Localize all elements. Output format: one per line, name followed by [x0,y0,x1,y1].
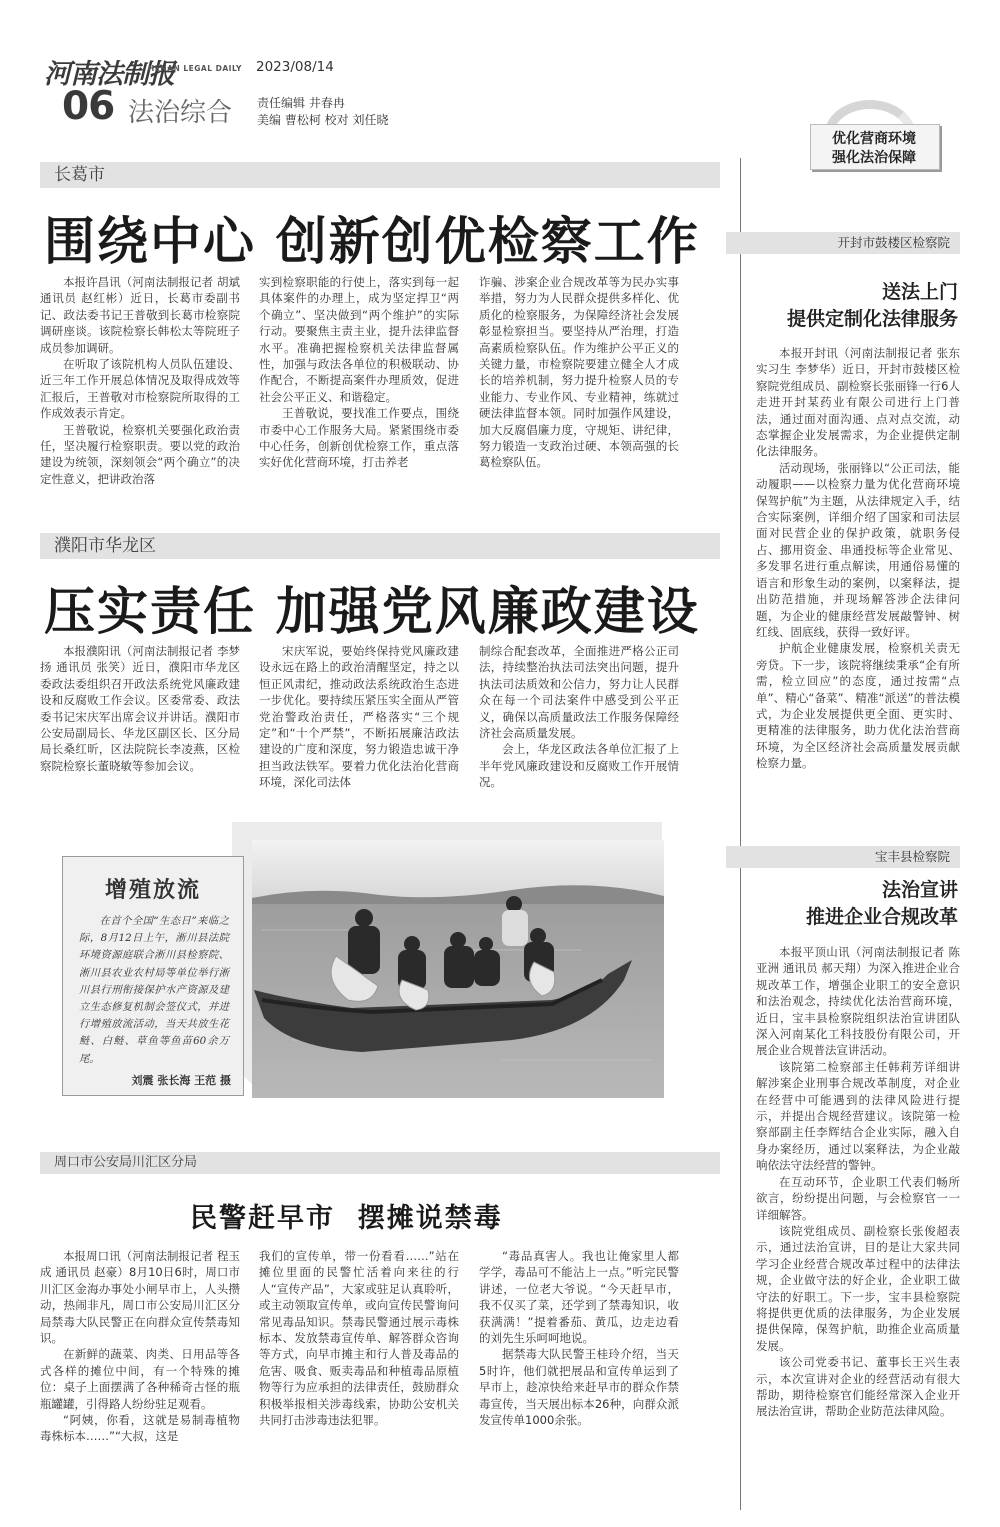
side2-p4: 该院党组成员、副检察长张俊超表示，通过法治宣讲，目的是让大家共同学习企业经营合规改革过程中的法律法规，企业做守法的好企业，企业职工做守法的好职工。下一步，宝丰县检察院将提供更优质的法律服务，为企业发展提供保障，保驾护航，助推企业高质量发展。 [756,1223,960,1353]
photo-caption-title: 增殖放流 [104,878,201,903]
article1-col1-p1: 本报许昌讯（河南法制报记者 胡斌 通讯员 赵红彬）近日，长葛市委副书记、政法委书记王普敬到长葛市检察院调研座谈。该院检察长韩松太等院班子成员参加调研。 [40,275,240,355]
article2-col1-p1: 本报濮阳讯（河南法制报记者 李梦扬 通讯员 张笑）近日，濮阳市华龙区委政法委组织召开政法系统党风廉政建设和反腐败工作会议。区委常委、政法委书记宋庆军出席会议并讲话。濮阳市公安局副局长、华龙区副区长、区分局局长桑红昕，区法院院长李凌燕，区检察院检察长董晓敏等参加会议。 [40,644,240,773]
article2-headline: 压实责任 加强党风廉政建设 [44,583,700,642]
article2-col3-p1: 制综合配套改革，全面推进严格公正司法，持续整治执法司法突出问题，提升执法司法质效和公信力，努力让人民群众在每一个司法案件中感受到公平正义，确保以高质量政法工作服务保障经济社会高质量发展。 [479,644,679,741]
logo-text: 河南法制报 [44,59,174,90]
release-fish-image [252,840,664,1098]
badge-line-2: 强化法治保障 [832,150,916,166]
article3-col1-p1: 本报周口讯（河南法制报记者 程玉成 通讯员 赵豪）8月10日6时，周口市川汇区金海办事处小闸早市上，人头攒动，热闹非凡，周口市公安局川汇区分局禁毒大队民警正在向群众宣传禁毒知识。 [40,1249,240,1346]
photo-credit: 刘震 张长海 王范 摄 [131,1074,231,1087]
side1-title-2: 提供定制化法律服务 [786,308,958,330]
side2-p1: 本报平顶山讯（河南法制报记者 陈亚洲 通讯员 郝天翔）为深入推进企业合规改革工作，增强企业职工的安全意识和法治观念，持续优化法治营商环境，近日，宝丰县检察院组织法治宣讲团队深入河南某化工科技股份有限公司，开展企业合规普法宣讲活动。 [756,945,960,1058]
side2-tag [726,846,960,868]
logo-en: HENAN LEGAL DAILY [148,64,242,73]
photo-caption-text: 在首个全国“生态日”来临之际，8月12日上午，淅川县法院环境资源庭联合淅川县检察院、淅川县农业农村局等单位举行淅川县行刑衔接保护水产资源及建立生态修复机制会签仪式，并进行增殖放流活动，当天共放生花鲢、白鲢、草鱼等鱼苗60余万尾。 [79,915,229,1065]
section-name: 法治综合 [128,98,233,128]
article3-col1-p3: “阿姨，你看，这就是易制毒植物毒株标本……”“大叔，这是 [40,1413,240,1444]
side1-tag [726,232,960,254]
side1-p2: 活动现场，张丽锋以“公正司法，能动履职——以检察力量为优化营商环境保驾护航”为主题，从法律规定入手，结合实际案例，详细介绍了国家和司法层面对民营企业的保护政策，就职务侵占、挪用资金、串通投标等企业常见、多发罪名进行重点解读，用通俗易懂的语言和形象生动的案例，以案释法，提出防范措施，并现场解答涉企法律问题，为企业的健康经营发展敲警钟、树红线、固底线，获得一致好评。 [756,460,960,639]
side2-title-2: 推进企业合规改革 [805,906,958,928]
side2-p3: 在互动环节，企业职工代表们畅所欲言，纷纷提出问题，与会检察官一一详细解答。 [756,1174,960,1222]
side2-p2: 该院第二检察部主任韩莉芳详细讲解涉案企业刑事合规改革制度，对企业在经营中可能遇到的法律风险进行提示，并提出合规经营建议。该院第一检察部副主任李辉结合企业实际，融入自身办案经历，通过以案释法，为企业敲响依法守法经营的警钟。 [756,1059,960,1173]
editors-line-2: 美编 曹松柯 校对 刘任晓 [257,113,389,127]
article2-col3-p2: 会上，华龙区政法各单位汇报了上半年党风廉政建设和反腐败工作开展情况。 [479,742,679,790]
article3-col2-p1: 我们的宣传单，带一份看看……”站在摊位里面的民警忙活着向来往的行人“宣传产品”，大家或驻足认真聆听，或主动领取宣传单，或向宣传民警询问常见毒品知识。禁毒民警通过展示毒株标本、发放禁毒宣传单、解答群众咨询等方式，向早市摊主和行人普及毒品的危害、吸食、贩卖毒品和种植毒品原植物等行为应承担的法律责任，鼓励群众积极举报相关涉毒线索，协助公安机关共同打击涉毒违法犯罪。 [259,1249,459,1428]
side1-p1: 本报开封讯（河南法制报记者 张东 实习生 李梦华）近日，开封市鼓楼区检察院党组成员、副检察长张丽锋一行6人走进开封某药业有限公司进行上门普法，通过面对面沟通、点对点交流，动态掌握企业发展需求，为企业提供定制化法律服务。 [756,346,960,459]
article1-location-bar [40,162,720,188]
article3-col3 [479,1248,679,1428]
article1-col1-p3: 王普敬说，检察机关要强化政治责任，坚决履行检察职责。要以党的政治建设为统领，深刻领会“两个确立”的决定性意义，把讲政治落 [40,422,240,486]
side2-body [756,944,960,1420]
feature-badge [800,100,948,178]
side2-title-1: 法治宣讲 [881,879,958,901]
article3-location-bar [40,1152,720,1174]
article1-location: 长葛市 [54,165,105,185]
article1-col1-p2: 在听取了该院机构人员队伍建设、近三年工作开展总体情况及取得成效等汇报后，王普敬对市检察院所取得的工作成效表示肯定。 [40,357,240,421]
article1-col1 [40,274,240,487]
article3-location: 周口市公安局川汇区分局 [54,1155,198,1170]
side-column-rule [740,158,741,1510]
article2-col1 [40,643,240,774]
article3-headline: 民警赶早市 摆摊说禁毒 [190,1203,503,1234]
side1-tag-text: 开封市鼓楼区检察院 [837,235,950,250]
badge-line-1: 优化营商环境 [832,131,916,147]
side1-body [756,345,960,772]
article3-col3-p1: “毒品真害人。我也让俺家里人都学学，毒品可不能沾上一点。”听完民警讲述，一位老大爷说。“今天赶早市，我不仅买了菜，还学到了禁毒知识，收获满满！”提着番茄、黄瓜，边走边看的刘先生乐呵呵地说。 [479,1249,679,1346]
article3-col3-p2: 据禁毒大队民警王桂玲介绍，当天5时许，他们就把展品和宣传单运到了早市上，趁凉快给来赶早市的群众作禁毒宣传，当天展出标本26种，向群众派发宣传单1000余张。 [479,1347,679,1428]
article1-col2-p2: 王普敬说，要找准工作要点，围绕市委中心工作服务大局。紧紧围绕市委中心任务，创新创优检察工作，重点落实好优化营商环境，打击养老 [259,406,459,470]
article2-location: 濮阳市华龙区 [54,536,156,556]
photo-release-fish [252,840,664,1098]
issue-date: 2023/08/14 [256,59,334,75]
article2-location-bar [40,533,720,559]
article1-headline: 围绕中心 创新创优检察工作 [44,213,700,272]
article1-col3-p1: 诈骗、涉案企业合规改革等为民办实事举措，努力为人民群众提供多样化、优质化的检察服务，为保障经济社会发展彰显检察担当。要坚持从严治理，打造高素质检察队伍。作为维护公平正义的关键力量，市检察院要建立健全人才成长的培养机制，努力提升检察人员的专业能力、专业作风、专业精神，练就过硬法律监督本领。同时加强作风建设，加大反腐倡廉力度，守规矩、讲纪律，努力锻造一支政治过硬、本领高强的长葛检察队伍。 [479,275,679,470]
article2-col2-p1: 宋庆军说，要始终保持党风廉政建设永远在路上的政治清醒坚定，持之以恒正风肃纪，推动政法系统政治生态进一步优化。要持续压紧压实全面从严管党治警政治责任，严格落实“三个规定”和“十个严禁”，不断拓展廉洁政法建设的广度和深度，努力锻造忠诚干净担当政法铁军。要着力优化法治化营商环境，深化司法体 [259,644,459,790]
side1-title-1: 送法上门 [881,281,958,303]
page-number: 06 [62,84,115,129]
side2-tag-text: 宝丰县检察院 [874,849,950,864]
side2-p5: 该公司党委书记、董事长王兴生表示，本次宣讲对企业的经营活动有很大帮助，期待检察官们能经常深入企业开展法治宣讲，帮助企业防范法律风险。 [756,1355,960,1419]
photo-caption-box [62,856,244,1096]
editors-line-1: 责任编辑 井春冉 [257,96,345,110]
article3-col1 [40,1248,240,1445]
article1-col2-p1: 实到检察职能的行使上，落实到每一起具体案件的办理上，成为坚定捍卫“两个确立”、坚决做到“两个维护”的实际行动。要聚焦主责主业，提升法律监督水平。准确把握检察机关法律监督属性，加强与政法各单位的积极联动、协作配合，不断提高案件办理质效，促进社会公平正义、和谐稳定。 [259,275,459,404]
article3-col1-p2: 在新鲜的蔬菜、肉类、日用品等各式各样的摊位中间，有一个特殊的摊位：桌子上面摆满了各种稀奇古怪的瓶瓶罐罐，引得路人纷纷驻足观看。 [40,1347,240,1411]
article2-col2 [259,643,459,791]
article3-col2 [259,1248,459,1428]
side1-p3: 护航企业健康发展，检察机关责无旁贷。下一步，该院将继续秉承“企有所需，检立回应”的态度，通过按需“点单”、精心“备菜”、精准“派送”的普法模式，为企业发展提供更全面、更实时、更精准的法律服务，助力优化法治营商环境，为全区经济社会高质量发展贡献检察力量。 [756,641,960,771]
article1-col2 [259,274,459,471]
article2-col3 [479,643,679,791]
article1-col3 [479,274,679,471]
